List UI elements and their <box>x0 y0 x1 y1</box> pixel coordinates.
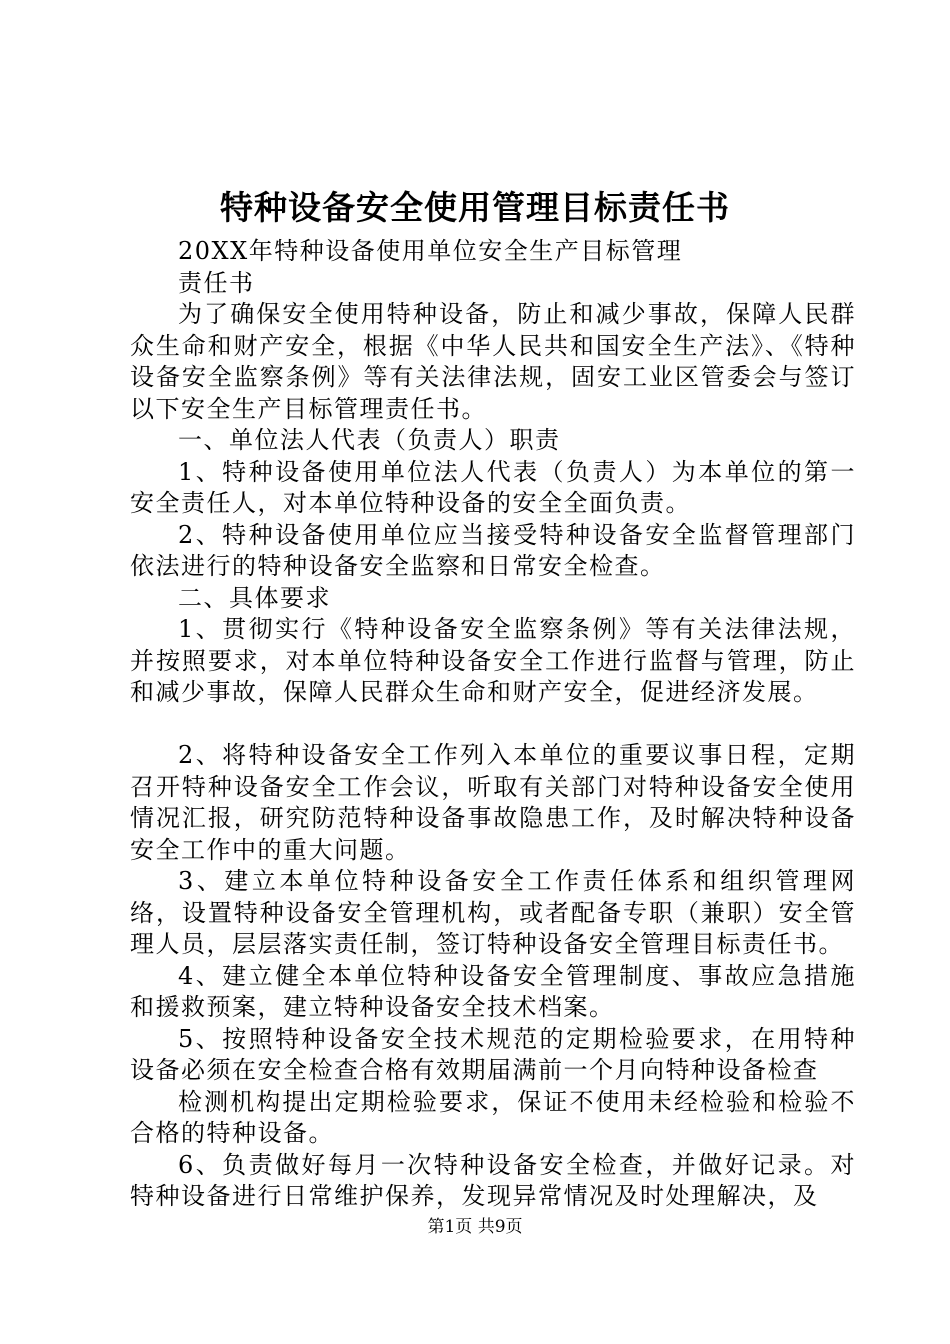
paragraph-gap <box>130 709 856 741</box>
section-2-item-3: 3、建立本单位特种设备安全工作责任体系和组织管理网络，设置特种设备安全管理机构，或者配备专职（兼职）安全管理人员，层层落实责任制，签订特种设备安全管理目标责任书。 <box>130 867 856 958</box>
section-2-item-2: 2、将特种设备安全工作列入本单位的重要议事日程，定期召开特种设备安全工作会议，听取有关部门对特种设备安全使用情况汇报，研究防范特种设备事故隐患工作，及时解决特种设备安全工作中的重大问题。 <box>130 741 856 864</box>
document-body <box>130 236 856 1213</box>
document-title: 特种设备安全使用管理目标责任书 <box>220 188 730 227</box>
section-2-heading: 二、具体要求 <box>178 583 331 612</box>
section-1-heading: 一、单位法人代表（负责人）职责 <box>178 426 561 454</box>
section-2-item-6: 6、负责做好每月一次特种设备安全检查，并做好记录。对特种设备进行日常维护保养，发现异常情况及时处理解决，及 <box>130 1150 856 1210</box>
intro-paragraph: 为了确保安全使用特种设备，防止和减少事故，保障人民群众生命和财产安全，根据《中华人民共和国安全生产法》、《特种设备安全监察条例》等有关法律法规，固安工业区管委会与签订以下安全生产目标管理责任书。 <box>130 300 856 423</box>
subtitle-line-2: 责任书 <box>178 268 255 297</box>
subtitle-line-1: 20XX年特种设备使用单位安全生产目标管理 <box>178 237 683 265</box>
section-2-item-4: 4、建立健全本单位特种设备安全管理制度、事故应急措施和援救预案，建立特种设备安全技术档案。 <box>130 961 856 1021</box>
page-footer: 第1页 共9页 <box>427 1217 523 1237</box>
section-2-item-5a: 5、按照特种设备安全技术规范的定期检验要求，在用特种设备必须在安全检查合格有效期届满前一个月向特种设备检查 <box>130 1024 856 1084</box>
section-2-item-1: 1、贯彻实行《特种设备安全监察条例》等有关法律法规，并按照要求，对本单位特种设备安全工作进行监督与管理，防止和减少事故，保障人民群众生命和财产安全，促进经济发展。 <box>130 615 856 706</box>
section-2-item-5b: 检测机构提出定期检验要求，保证不使用未经检验和检验不合格的特种设备。 <box>130 1087 856 1147</box>
section-1-item-2: 2、特种设备使用单位应当接受特种设备安全监督管理部门依法进行的特种设备安全监察和日常安全检查。 <box>130 520 856 580</box>
section-1-item-1: 1、特种设备使用单位法人代表（负责人）为本单位的第一安全责任人，对本单位特种设备的安全全面负责。 <box>130 457 856 517</box>
